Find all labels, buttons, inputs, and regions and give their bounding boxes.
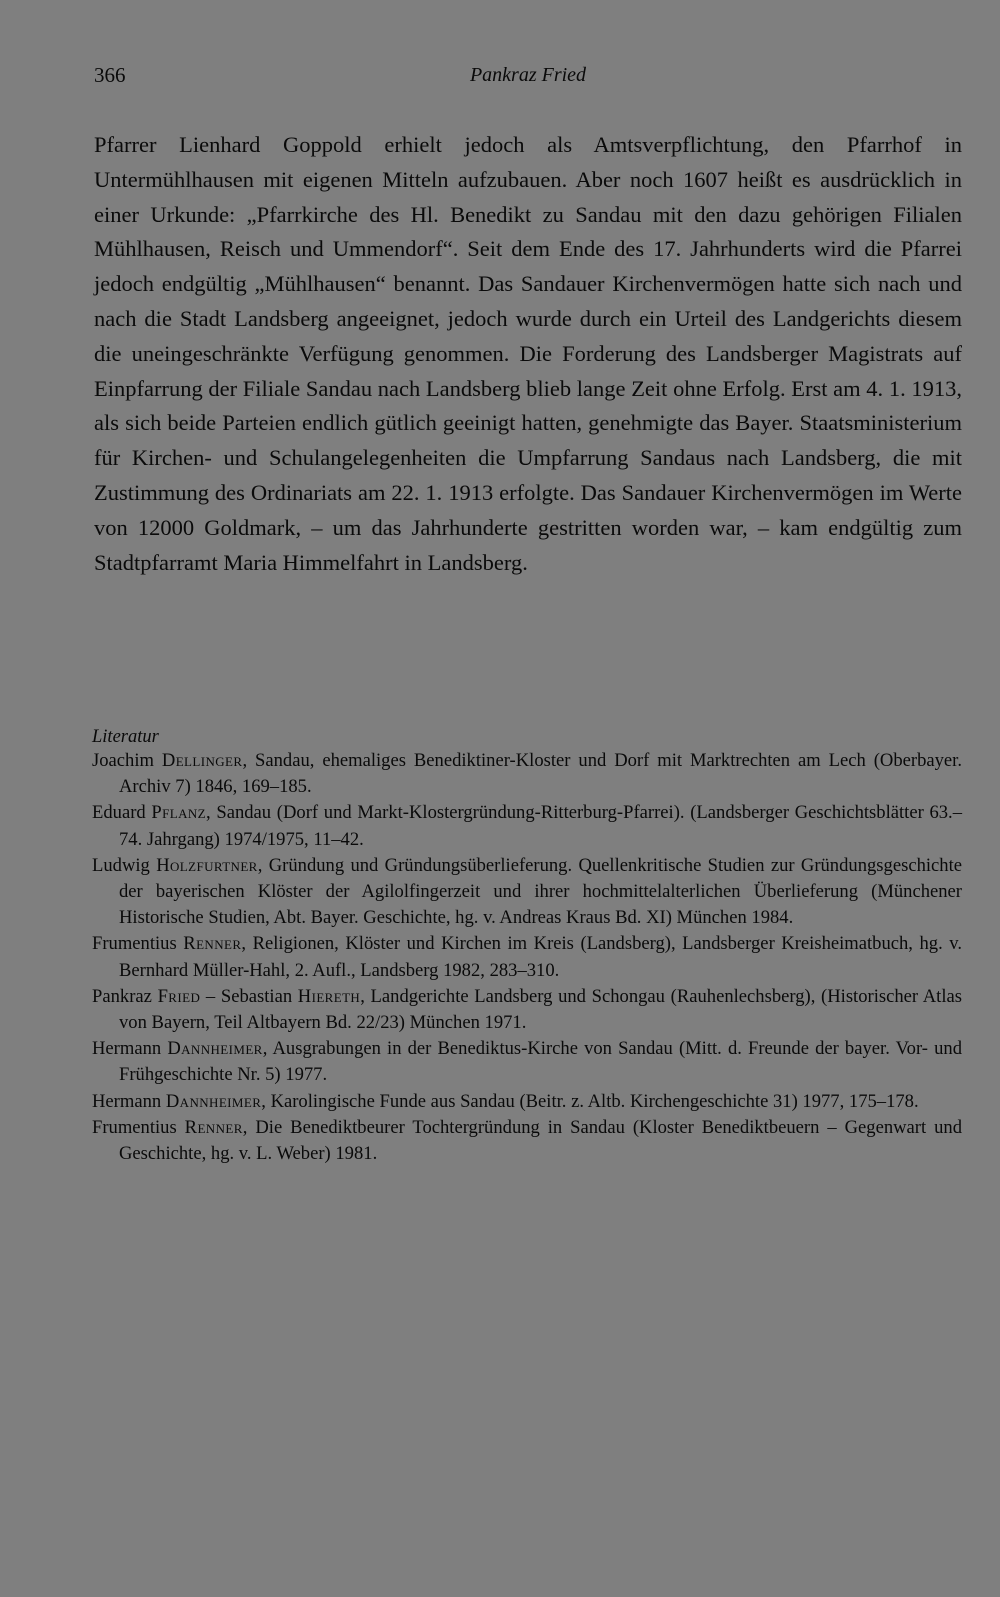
author-surname: Holzfurtner	[156, 854, 258, 876]
author-first-name: Pankraz	[92, 985, 152, 1007]
entry-text: , Gründung und Gründungsüberlieferung. Quellenkritische Studien zur Gründungsgeschichte der bayerischen Klöster der Agilolfingerzeit und ihrer hochmittelalterlichen Überlieferung (Münchener Historische Studien, Abt. Bayer. Geschichte, hg. v. Andreas Kraus Bd. XI) München 1984.	[119, 854, 962, 929]
literature-entry	[92, 853, 962, 932]
literature-entry	[92, 1115, 962, 1167]
literature-entry	[92, 1036, 962, 1088]
author-surname: Dannheimer	[165, 1090, 262, 1112]
literature-entry	[92, 931, 962, 983]
page-header	[94, 60, 962, 94]
entry-text: , Ausgrabungen in der Benediktus-Kirche von Sandau (Mitt. d. Freunde der bayer. Vor- und Frühgeschichte Nr. 5) 1977.	[119, 1038, 962, 1086]
page-number: 366	[94, 63, 126, 87]
author-first-name: Frumentius	[92, 1116, 177, 1138]
entry-text: , Religionen, Klöster und Kirchen im Kreis (Landsberg), Landsberger Kreisheimatbuch, hg. v. Bernhard Müller-Hahl, 2. Aufl., Landsberg 1982, 283–310.	[119, 933, 963, 981]
entry-text: , Karolingische Funde aus Sandau (Beitr. z. Altb. Kirchengeschichte 31) 1977, 175–178.	[261, 1090, 919, 1112]
literature-entry	[92, 1089, 962, 1115]
coauthor-connector: – Sebastian	[200, 985, 298, 1007]
coauthor-surname: Hiereth	[297, 985, 361, 1007]
entry-text: , Sandau, ehemaliges Benediktiner-Kloster und Dorf mit Marktrechten am Lech (Oberbayer. Archiv 7) 1846, 169–185.	[119, 750, 962, 798]
author-surname: Renner	[183, 933, 242, 955]
author-first-name: Hermann	[92, 1038, 162, 1060]
literature-entry	[92, 800, 962, 852]
author-surname: Renner	[184, 1116, 243, 1138]
entry-text: , Landgerichte Landsberg und Schongau (Rauhenlechsberg), (Historischer Atlas von Bayern, Teil Altbayern Bd. 22/23) München 1971.	[119, 985, 962, 1034]
author-first-name: Joachim	[92, 750, 154, 771]
literature-entry	[92, 984, 962, 1036]
author-surname: Dellinger	[161, 750, 243, 771]
author-surname: Dannheimer	[167, 1038, 263, 1060]
body-paragraph: Pfarrer Lienhard Goppold erhielt jedoch als Amtsverpflichtung, den Pfarrhof in Untermühlhausen mit eigenen Mitteln aufzubauen. Aber noch 1607 heißt es ausdrücklich in einer Urkunde: „Pfarrkirche des Hl. Benedikt zu Sandau mit den dazu gehörigen Filialen Mühlhausen, Reisch und Ummendorf“. Seit dem Ende des 17. Jahrhunderts wird die Pfarrei jedoch endgültig „Mühlhausen“ benannt. Das Sandauer Kirchenvermögen hatte sich nach und nach die Stadt Landsberg angeeignet, jedoch wurde durch ein Urteil des Landgerichts diesem die uneingeschränkte Verfügung genommen. Die Forderung des Landsberger Magistrats auf Einpfarrung der Filiale Sandau nach Landsberg blieb lange Zeit ohne Erfolg. Erst am 4. 1. 1913, als sich beide Parteien endlich gütlich geeinigt hatten, genehmigte das Bayer. Staatsministerium für Kirchen- und Schulangelegenheiten die Umpfarrung Sandaus nach Landsberg, die mit Zustimmung des Ordinariats am 22. 1. 1913 erfolgte. Das Sandauer Kirchenvermögen im Werte von 12000 Goldmark, – um das Jahrhunderte gestritten worden war, – kam endgültig zum Stadtpfarramt Maria Himmelfahrt in Landsberg.	[94, 132, 962, 575]
author-first-name: Ludwig	[92, 854, 150, 876]
author-surname: Fried	[157, 985, 201, 1007]
entry-text: , Sandau (Dorf und Markt-Klostergründung-Ritterburg-Pfarrei). (Landsberger Geschichtsblätter 63.–74. Jahrgang) 1974/1975, 11–42.	[119, 802, 962, 850]
literature-entry	[92, 748, 962, 800]
author-first-name: Hermann	[92, 1090, 162, 1112]
author-first-name: Frumentius	[92, 933, 177, 955]
literature-list	[92, 748, 962, 1167]
author-first-name: Eduard	[92, 802, 146, 824]
author-surname: Pflanz	[151, 802, 207, 824]
entry-text: , Die Benediktbeurer Tochtergründung in Sandau (Kloster Benediktbeuern – Gegenwart und Geschichte, hg. v. L. Weber) 1981.	[119, 1116, 962, 1165]
running-head: Pankraz Fried	[469, 64, 587, 86]
literature-heading: Literatur	[92, 727, 159, 747]
